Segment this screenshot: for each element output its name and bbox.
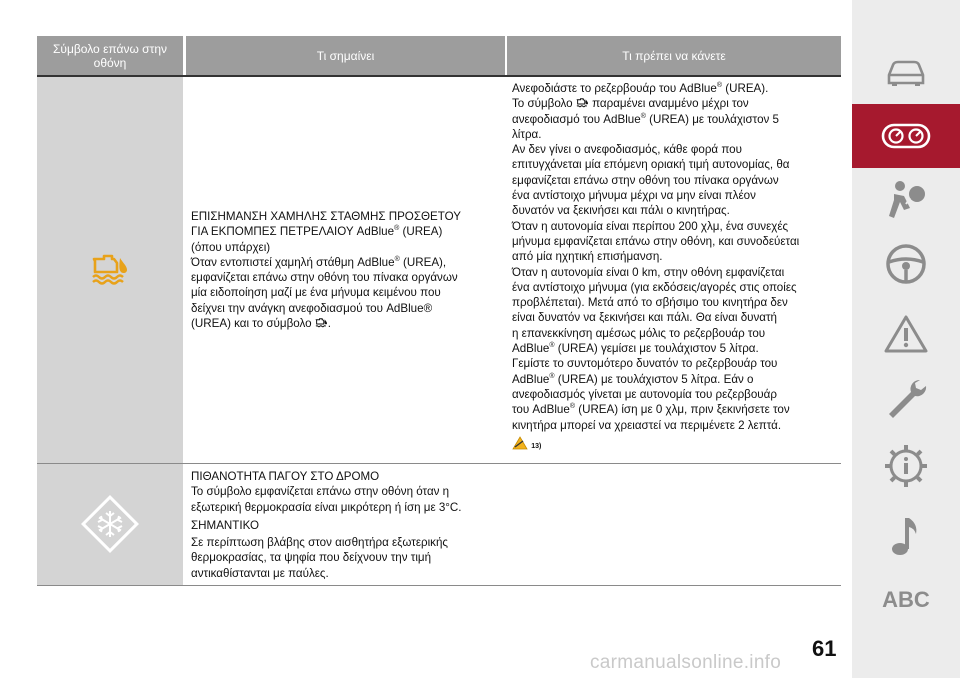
action-line: Όταν η αυτονομία είναι 0 km, στην οθόνη εμφανίζεται bbox=[512, 265, 785, 279]
meaning-line: ΣΗΜΑΝΤΙΚΟ bbox=[191, 518, 259, 532]
meaning-adblue bbox=[191, 209, 505, 331]
action-text: (UREA) γεμίσει με τουλάχιστον 5 λίτρα. bbox=[554, 342, 759, 356]
chapter-sidebar bbox=[852, 0, 960, 678]
warning-note bbox=[512, 436, 841, 454]
action-line: κινητήρα μπορεί να χρειαστεί να περιμένετε 2 λεπτά. bbox=[512, 418, 782, 432]
action-line bbox=[512, 372, 841, 387]
ice-warning-icon bbox=[79, 493, 141, 555]
meaning-text: Όταν εντοπιστεί χαμηλή στάθμη AdBlue bbox=[191, 255, 395, 269]
meaning-text: . bbox=[327, 317, 332, 331]
symbol-cell-adblue bbox=[37, 77, 183, 463]
action-line: ανεφοδιασμός γίνεται με αυτονομία του ρεζερβουάρ bbox=[512, 387, 777, 401]
wrench-icon bbox=[884, 376, 928, 420]
meaning-line: ΠΙΘΑΝΟΤΗΤΑ ΠΑΓΟΥ ΣΤΟ ΔΡΟΜΟ bbox=[191, 470, 380, 483]
action-text: (UREA). bbox=[722, 82, 769, 95]
tab-safety[interactable] bbox=[852, 168, 960, 232]
note-reference: 13) bbox=[531, 442, 542, 450]
action-text: AdBlue bbox=[512, 372, 550, 386]
action-line: Όταν η αυτονομία είναι περίπου 200 χλμ, ένα συνεχές bbox=[512, 219, 789, 233]
meaning-line: εξωτερική θερμοκρασία είναι μικρότερη ή ίση με 3°C. bbox=[191, 500, 462, 514]
action-line: δυνατόν να ξεκινήσει και πάλι ο κινητήρας. bbox=[512, 204, 730, 218]
action-text: Ανεφοδιάστε το ρεζερβουάρ του AdBlue bbox=[512, 82, 717, 95]
registered-mark: ® bbox=[640, 112, 646, 120]
action-line bbox=[512, 81, 841, 96]
header-symbol: Σύμβολο επάνω στην οθόνη bbox=[37, 36, 183, 75]
tab-warnings[interactable] bbox=[852, 302, 960, 366]
action-text: (UREA) με τουλάχιστον 5 λίτρα. Εάν ο bbox=[554, 372, 754, 386]
header-action: Τι πρέπει να κάνετε bbox=[507, 36, 841, 75]
action-text: (UREA) με τουλάχιστον 5 bbox=[645, 112, 779, 126]
adblue-inline-icon bbox=[576, 97, 589, 109]
tab-car[interactable] bbox=[852, 40, 960, 104]
action-line: προβλέπεται). Μετά από το σβήσιμο του κινητήρα δεν bbox=[512, 296, 788, 310]
action-text: Το σύμβολο bbox=[512, 97, 573, 111]
meaning-text: ΓΙΑ ΕΚΠΟΜΠΕΣ ΠΕΤΡΕΛΑΙΟΥ AdBlue bbox=[191, 225, 395, 239]
action-line: από μία ηχητική επισήμανση. bbox=[512, 250, 663, 264]
meaning-line: Το σύμβολο εμφανίζεται επάνω στην οθόνη όταν η bbox=[191, 485, 450, 499]
action-line: λίτρα. bbox=[512, 127, 542, 141]
meaning-line: αντικαθίστανται με παύλες. bbox=[191, 566, 329, 580]
action-line: μήνυμα εμφανίζεται επάνω στην οθόνη, και συνοδεύεται bbox=[512, 234, 800, 248]
meaning-line: εμφανίζεται επάνω στην οθόνη του πίνακα οργάνων bbox=[191, 271, 458, 285]
action-line: Αν δεν γίνει ο ανεφοδιασμός, κάθε φορά που bbox=[512, 143, 742, 157]
adblue-level-icon bbox=[90, 253, 130, 285]
adblue-inline-icon bbox=[315, 317, 328, 329]
music-note-icon bbox=[888, 514, 924, 558]
meaning-line: ΕΠΙΣΗΜΑΝΣΗ ΧΑΜΗΛΗΣ ΣΤΑΘΜΗΣ ΠΡΟΣΘΕΤΟΥ bbox=[191, 210, 461, 223]
action-line: είναι δυνατόν να ξεκινήσει και πάλι. Θα είναι δυνατή bbox=[512, 311, 778, 325]
action-line bbox=[512, 402, 841, 417]
action-line bbox=[512, 96, 841, 111]
action-text: (UREA) ίση με 0 χλμ, πριν ξεκινήσετε τον bbox=[574, 403, 790, 417]
tab-dashboard[interactable] bbox=[852, 104, 960, 168]
registered-mark: ® bbox=[549, 342, 555, 350]
meaning-line bbox=[191, 255, 505, 270]
registered-mark: ® bbox=[569, 403, 575, 411]
tab-multimedia[interactable] bbox=[852, 504, 960, 568]
registered-mark: ® bbox=[394, 256, 400, 264]
meaning-line: μία ειδοποίηση μαζί με ένα μήνυμα κειμένου που bbox=[191, 286, 441, 300]
meaning-line: (όπου υπάρχει) bbox=[191, 240, 271, 254]
action-text: παραμένει αναμμένο μέχρι τον bbox=[592, 97, 749, 111]
registered-mark: ® bbox=[716, 82, 722, 90]
action-line bbox=[512, 341, 841, 356]
registered-mark: ® bbox=[394, 225, 400, 233]
action-line bbox=[512, 112, 841, 127]
meaning-line bbox=[191, 316, 505, 331]
row-divider bbox=[37, 585, 841, 586]
meaning-text: (UREA) και το σύμβολο bbox=[191, 317, 312, 331]
warning-note-icon bbox=[512, 436, 528, 450]
airbag-person-icon bbox=[884, 178, 928, 222]
tab-technical-data[interactable] bbox=[852, 434, 960, 498]
header-meaning: Τι σημαίνει bbox=[186, 36, 505, 75]
meaning-text: (UREA), bbox=[399, 255, 447, 269]
action-text: ανεφοδιασμό του AdBlue bbox=[512, 112, 641, 126]
car-icon bbox=[884, 57, 928, 87]
tab-maintenance[interactable] bbox=[852, 366, 960, 430]
symbol-cell-ice bbox=[37, 464, 183, 585]
info-gear-icon bbox=[883, 443, 929, 489]
steering-wheel-icon bbox=[884, 242, 928, 286]
meaning-line bbox=[191, 224, 505, 239]
action-line: Γεμίστε το συντομότερο δυνατόν το ρεζερβουάρ του bbox=[512, 357, 778, 371]
action-adblue bbox=[512, 81, 841, 454]
registered-mark: ® bbox=[549, 372, 555, 380]
meaning-text: (UREA) bbox=[399, 225, 443, 239]
tab-index[interactable] bbox=[852, 568, 960, 632]
action-line: η επανεκκίνηση αμέσως μόλις το ρεζερβουάρ του bbox=[512, 326, 766, 340]
action-line: εμφανίζεται επάνω στην οθόνη του πίνακα οργάνων bbox=[512, 173, 779, 187]
warning-triangle-icon bbox=[883, 314, 929, 354]
tab-driving[interactable] bbox=[852, 232, 960, 296]
dashboard-icon bbox=[881, 123, 931, 149]
meaning-line: θερμοκρασίας, τα ψηφία που δείχνουν την τιμή bbox=[191, 551, 432, 565]
action-line: ένα αντίστοιχο μήνυμα (για εκδόσεις/αγορές στις οποίες bbox=[512, 280, 797, 294]
meaning-line: Σε περίπτωση βλάβης στον αισθητήρα εξωτερικής bbox=[191, 536, 449, 550]
meaning-line: δείχνει την ανάγκη ανεφοδιασμού του AdBlue® bbox=[191, 301, 433, 315]
action-line: επιτυγχάνεται μία επόμενη οριακή τιμή αυτονομίας, θα bbox=[512, 158, 790, 172]
action-text: του AdBlue bbox=[512, 403, 570, 417]
action-line: ένα αντίστοιχο μήνυμα μέχρι να μην είναι πλέον bbox=[512, 189, 756, 203]
watermark: carmanualsonline.info bbox=[590, 652, 782, 673]
meaning-ice bbox=[191, 469, 505, 581]
page-number: 61 bbox=[812, 636, 837, 661]
index-abc-label: ABC bbox=[882, 587, 930, 612]
action-text: AdBlue bbox=[512, 342, 550, 356]
